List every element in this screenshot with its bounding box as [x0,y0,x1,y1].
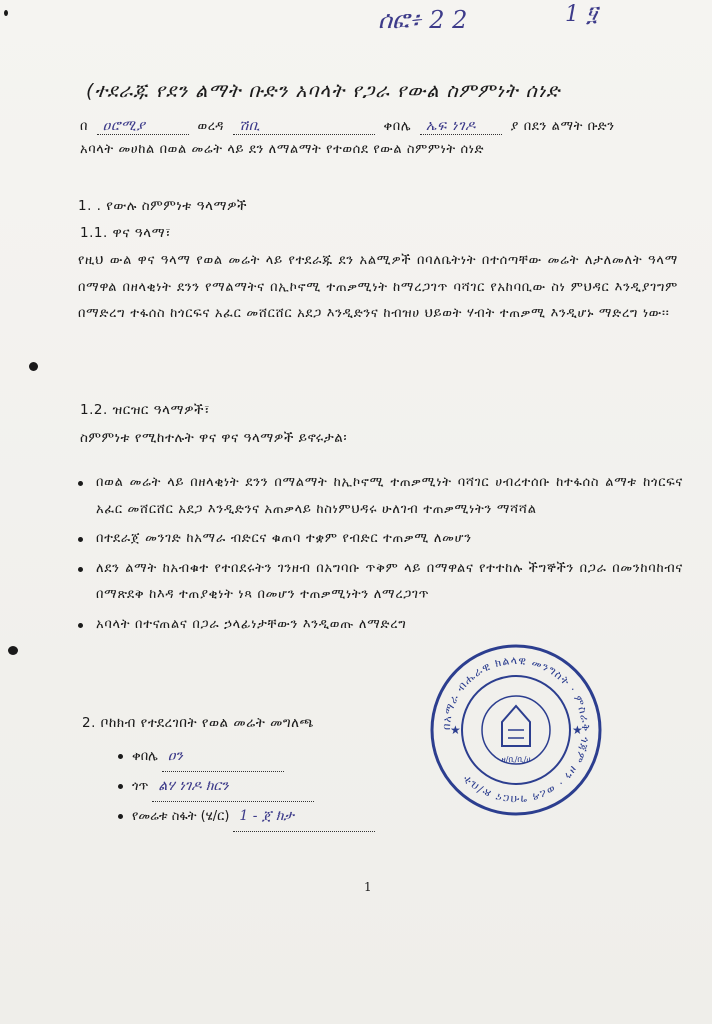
bullet-dot [118,784,123,789]
section2-heading: 2. ቦከክብ የተደረገበት የወል መሬት መግለጫ [82,715,314,731]
section1-1-heading: 1.1. ዋና ዓላማ፣ [80,225,172,241]
bullet-dot [78,623,83,628]
bullet-dot [118,814,123,819]
svg-text:★: ★ [572,723,583,737]
fill-zone: ሽቢ [233,118,375,135]
list-item [78,526,683,553]
stamp-ring-text: በአማራ ብሔራዊ ክልላዊ መንግስት · ምስራቅ ጎጃም ዞን · ወረዳ ግብርና ጽ/ቤት [439,653,593,807]
bullet-dot [78,537,83,542]
objective-text: ለደን ልማት ከአብቁተ የተበደሩትን ገንዘብ በአግባቡ ጥቅም ላይ በማዋልና የተተከሉ ችግኞችን በጋራ በመንከባከብና በማጽደቅ ከእዳ ተጠያቂነት ነጻ በመሆን ተጠቃሚነትን ለማረጋገጥ [96,560,683,602]
document-title: (ተደራጁ የደን ልማት ቡድን አባላት የጋራ የውል ስምምነት ሰነድ [86,80,561,102]
list-item [118,742,379,772]
intro-line-2: አባላት መሀከል በወል መሬት ላይ ደን ለማልማት የተወሰደ የውል ስምምነት ሰነድ [80,142,485,157]
land-label-area: የመሬቱ ስፋት (ሄ/ር) [132,809,230,824]
land-label-kebele: ቀበሌ [132,749,158,764]
land-value-kebele: ዐን [162,742,284,772]
bullet-dot [78,567,83,572]
land-value-got: ልሃ ነገዶ ክርን [152,772,314,802]
list-item [118,772,379,802]
bullet-dot [78,481,83,486]
page-number: 1 [364,880,372,894]
official-stamp-icon [428,642,604,818]
land-description-list [118,742,379,832]
land-value-area: 1 - ጀ ክታ [233,802,375,832]
section1-2-heading: 1.2. ዝርዝር ዓላማዎች፣ [80,402,211,418]
land-label-got: ጎጥ [132,779,149,794]
list-item [78,612,441,639]
intro-rest: ያ በደን ልማት ቡድን [510,119,615,134]
handwritten-top-note: ሰፎ፥ 2 2 [378,6,468,34]
handwritten-top-right: 1 ፶ [565,2,598,27]
label-zone: ወረዳ [197,119,224,134]
stamp-inner-text: ዘ/ቢ/ቢ/ሀ [501,755,531,764]
label-kebele: ቀበሌ [383,119,412,134]
scan-speck [8,646,18,655]
intro-line-1 [80,118,615,135]
objective-text: በወል መሬት ላይ በዘላቂነት ደንን በማልማት ከኢኮኖሚ ተጠቃሚነት ባሻገር ሀብረተሰቡ ከተፋሰስ ልማቱ ከጎርፍና አፈር መሸርሸር አደጋ እንዲድንና አጠቃላይ ከስነምህዳሩ ሁለገብ ተጠቃሚነትን ማሻሻል [96,475,683,517]
section1-heading: 1. . የውሉ ስምምነቱ ዓላማዎች [78,198,248,214]
scan-speck [4,10,8,16]
list-item [118,802,379,832]
objective-text: አባላት በተናጠልና በጋራ ኃላፊነታቸውን እንዲወጡ ለማድረግ [96,616,407,632]
fill-region: ዐሮሚያ [97,118,189,135]
scan-speck [29,362,38,371]
objective-text: በተደራጀ መንገድ ከአማራ ብድርና ቁጠባ ተቋም የብድር ተጠቃሚ ለመሆን [96,531,472,546]
section1-1-text: የዚህ ውል ዋና ዓላማ የወል መሬት ላይ የተደራጁ ደን አልሚዎች በባለቤትነት በተሰጣቸው መሬት ለታለመለት ዓላማ በማዋል በዘላቂነት ደንን የማልማትና በኢኮኖሚ ተጠቃሚነት ከማረጋገጥ ባሻገር የአከባቢው ስነ ምህዳር እንዲያገግም በማድረግ ተፋሰስ ከጎርፍና አፈር መሸርሸር አደጋ እንዲድንና ከብዝሀ ህይወት ሃብት ተጠቃሚ እንዲሆኑ ማድረግ ነው፡፡ [78,253,678,321]
fill-kebele: ኤፍ ነገዶ [420,118,502,135]
intro-prefix: በ [80,119,89,134]
objectives-list [78,470,683,641]
section1-2-intro: ስምምነቱ የሚከተሉት ዋና ዋና ዓላማዎች ይኖሩታል፡ [80,430,348,446]
svg-text:★: ★ [450,723,461,737]
bullet-dot [118,754,123,759]
list-item [78,470,683,523]
list-item [78,556,683,609]
